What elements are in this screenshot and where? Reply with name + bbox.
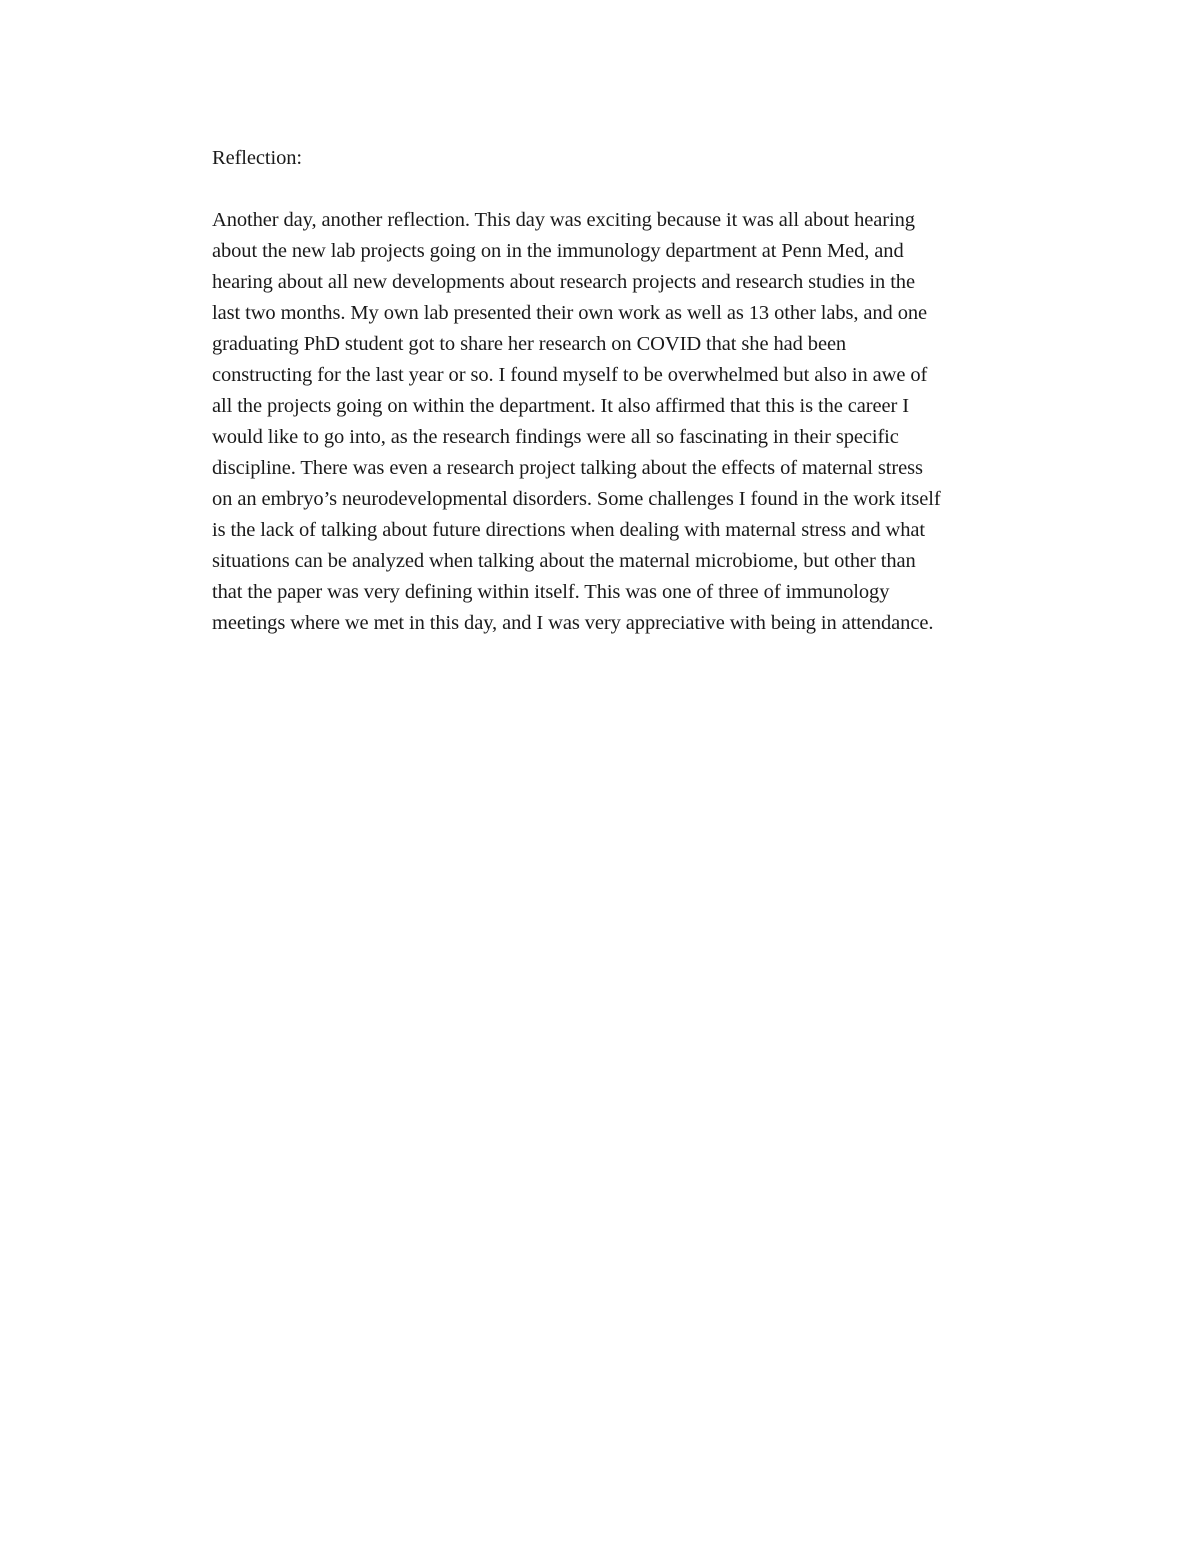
paragraph-line: would like to go into, as the research findings were all so fascinating in their specific [212,426,899,448]
paragraph-line: Another day, another reflection. This day was exciting because it was all about hearing [212,209,915,231]
paragraph-line: hearing about all new developments about research projects and research studies in the [212,271,915,293]
paragraph-line: graduating PhD student got to share her research on COVID that she had been [212,333,847,355]
paragraph-line: that the paper was very defining within itself. This was one of three of immunology [212,581,890,603]
paragraph-line: on an embryo’s neurodevelopmental disorders. Some challenges I found in the work itself [212,488,941,510]
document-title: Reflection: [212,147,302,169]
paragraph-line: meetings where we met in this day, and I was very appreciative with being in attendance. [212,612,934,634]
paragraph-line: discipline. There was even a research project talking about the effects of maternal stress [212,457,923,479]
paragraph-line: is the lack of talking about future directions when dealing with maternal stress and what [212,519,925,541]
paragraph-line: about the new lab projects going on in the immunology department at Penn Med, and [212,240,904,262]
paragraph-line: situations can be analyzed when talking about the maternal microbiome, but other than [212,550,916,572]
paragraph-line: last two months. My own lab presented their own work as well as 13 other labs, and one [212,302,928,324]
reflection-paragraph [212,205,1072,639]
paragraph-line: constructing for the last year or so. I found myself to be overwhelmed but also in awe of [212,364,928,386]
document-content [212,143,1072,639]
paragraph-line: all the projects going on within the department. It also affirmed that this is the career I [212,395,909,417]
